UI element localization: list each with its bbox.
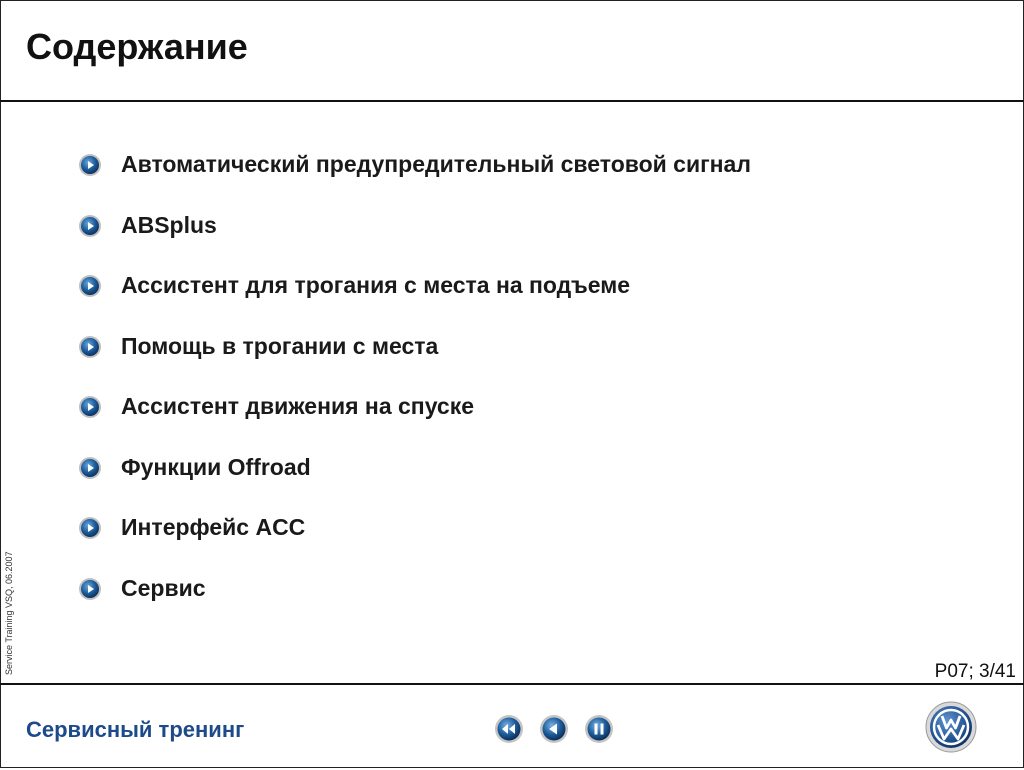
menu-item[interactable]: [78, 206, 978, 267]
menu-item-label: Автоматический предупредительный световой сигнал: [121, 151, 751, 177]
play-bullet-icon: [78, 395, 102, 419]
navigation-buttons: [494, 714, 614, 744]
play-bullet-icon: [78, 153, 102, 177]
pause-icon[interactable]: [584, 714, 614, 744]
page-title: Содержание: [26, 26, 248, 67]
menu-item[interactable]: [78, 327, 978, 388]
menu-item-label: Ассистент для трогания с места на подъеме: [121, 272, 631, 298]
menu-item-label: Ассистент движения на спуске: [121, 393, 475, 419]
play-bullet-icon: [78, 214, 102, 238]
page-indicator: P07; 3/41: [934, 661, 1016, 682]
vw-logo: [925, 701, 977, 753]
menu-item[interactable]: [78, 387, 978, 448]
play-bullet-icon: [78, 577, 102, 601]
menu-item-label: Помощь в трогании с места: [121, 332, 439, 359]
rewind-icon[interactable]: [494, 714, 524, 744]
menu-item-label: Сервис: [121, 574, 206, 601]
menu-item[interactable]: [78, 266, 978, 327]
menu-item[interactable]: [78, 448, 978, 509]
side-note: Service Training VSQ, 06.2007: [4, 551, 14, 675]
menu-item-label: Интерфейс ACC: [121, 514, 306, 540]
footer-title: Сервисный тренинг: [26, 717, 245, 742]
play-bullet-icon: [78, 456, 102, 480]
menu-item[interactable]: [78, 508, 978, 569]
play-bullet-icon: [78, 274, 102, 298]
menu-item[interactable]: [78, 145, 978, 206]
menu-item-label: Функции Offroad: [121, 453, 311, 480]
header: [0, 0, 1024, 102]
footer: [0, 683, 1024, 770]
menu-item-label: ABSplus: [121, 211, 217, 238]
menu-item[interactable]: [78, 569, 978, 630]
play-bullet-icon: [78, 516, 102, 540]
play-bullet-icon: [78, 335, 102, 359]
back-icon[interactable]: [539, 714, 569, 744]
contents-menu: [78, 145, 978, 629]
